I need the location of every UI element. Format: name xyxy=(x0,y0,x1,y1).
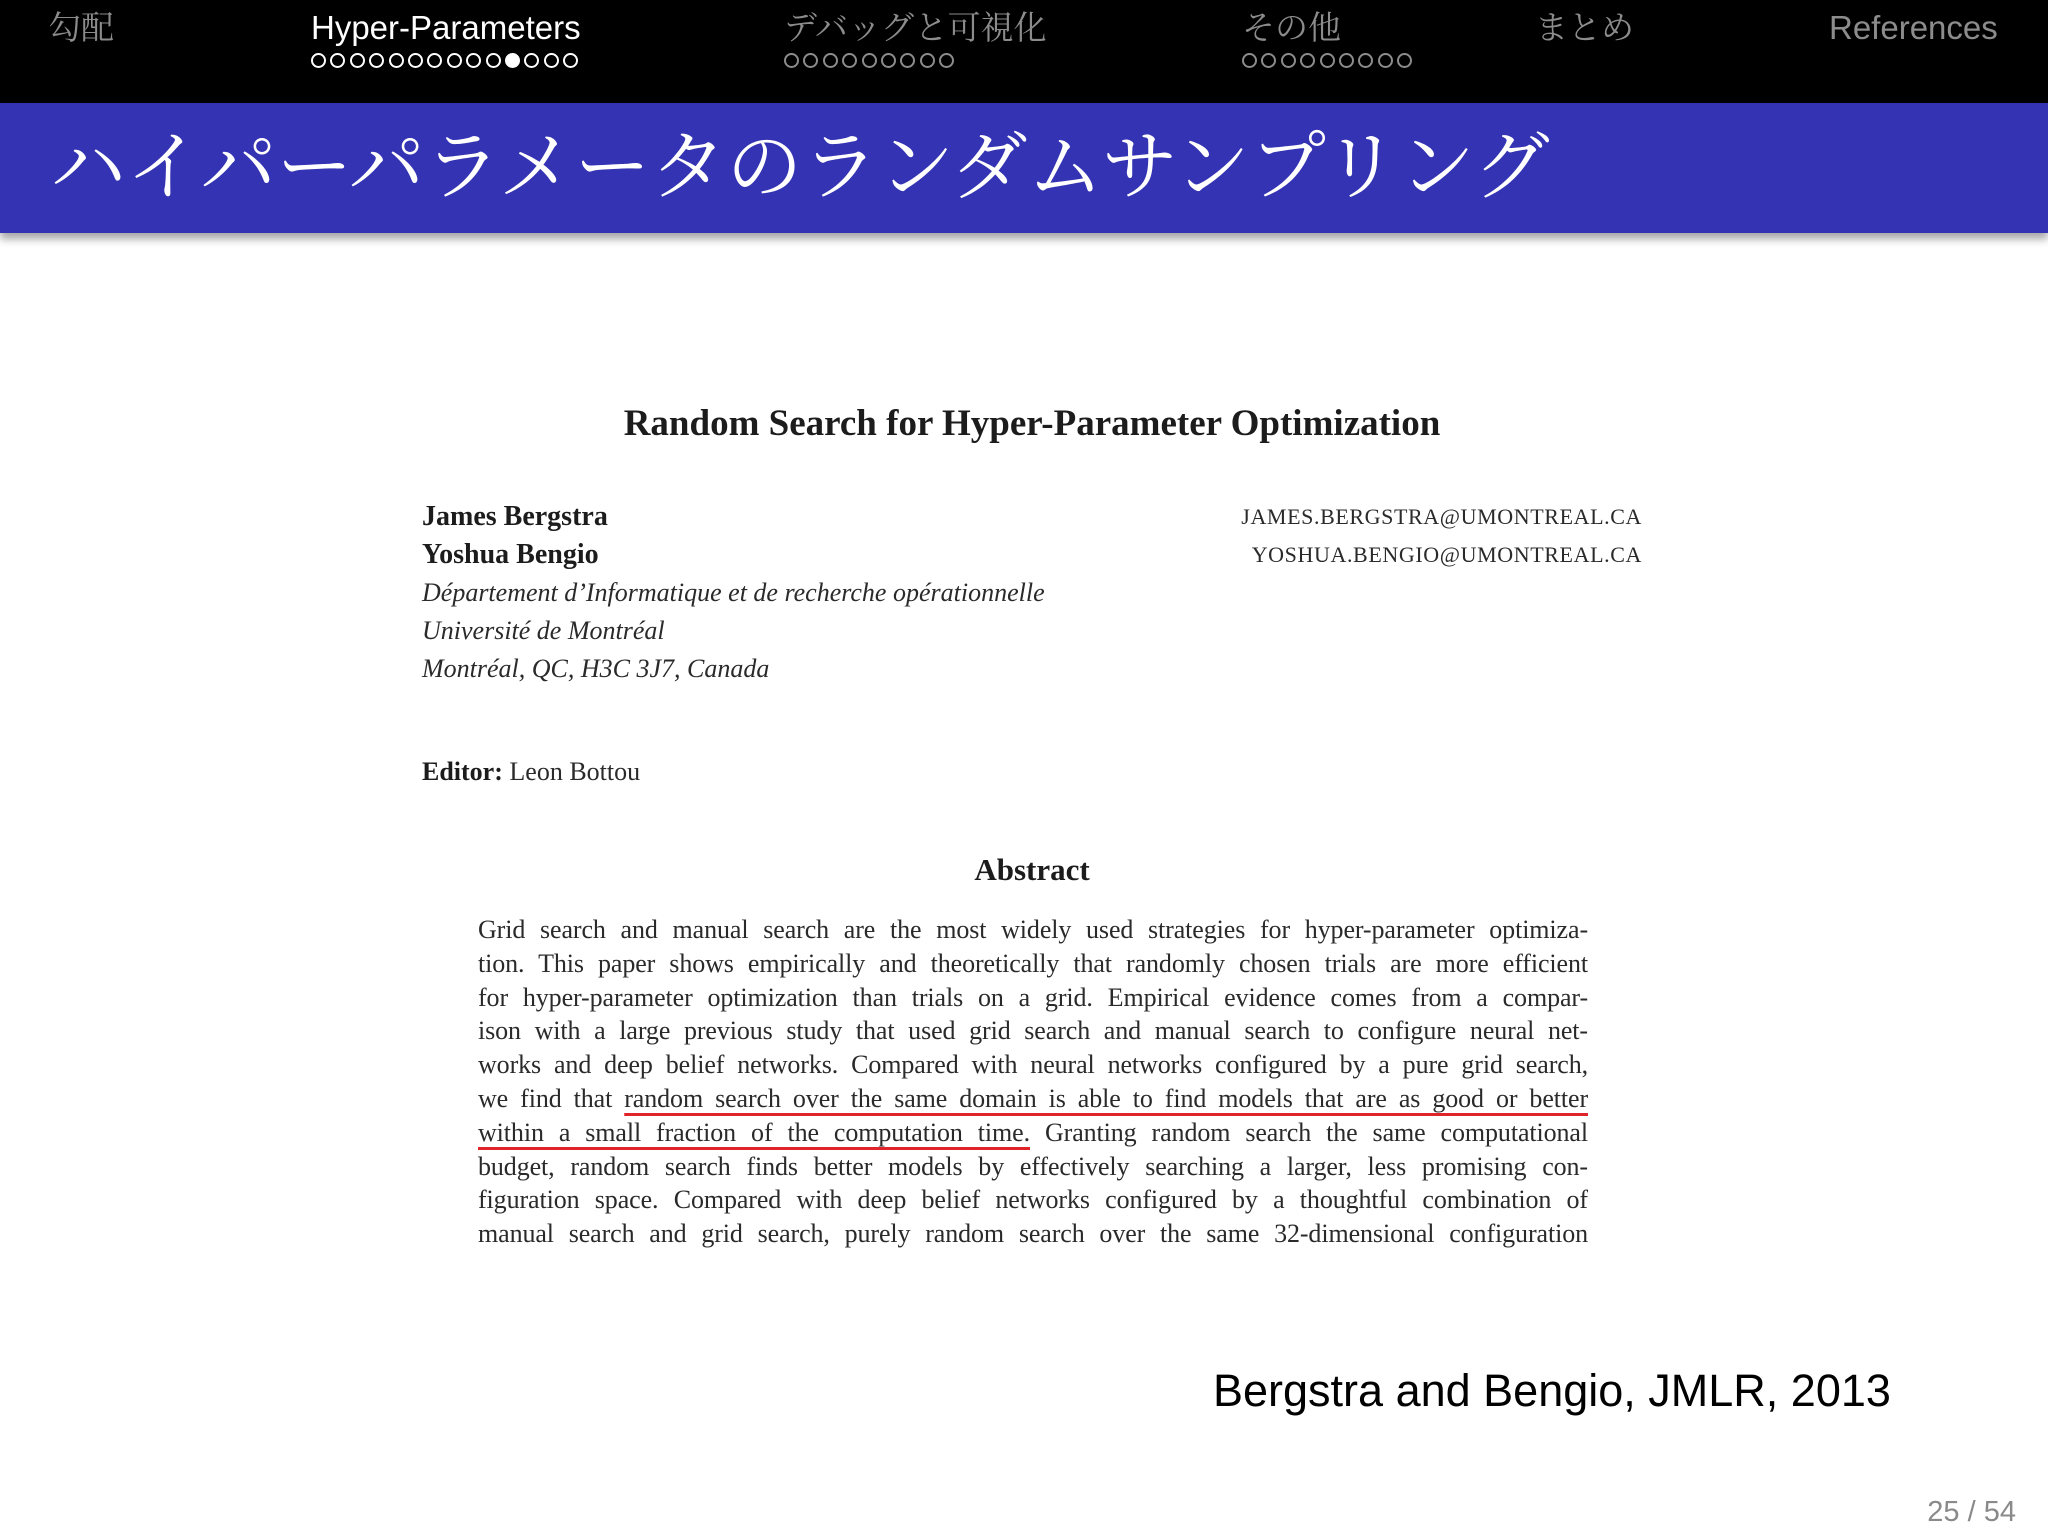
nav-dot-current[interactable] xyxy=(505,53,520,68)
nav-dot[interactable] xyxy=(1242,53,1257,68)
nav-dot[interactable] xyxy=(544,53,559,68)
nav-dot[interactable] xyxy=(920,53,935,68)
nav-dot[interactable] xyxy=(939,53,954,68)
nav-dot[interactable] xyxy=(486,53,501,68)
nav-section-label: 勾配 xyxy=(48,9,114,46)
abstract-text: tion. This paper shows empirically and theoretically that randomly chosen trials are more efficient xyxy=(478,948,1588,978)
nav-dot[interactable] xyxy=(1358,53,1373,68)
nav-dot[interactable] xyxy=(427,53,442,68)
author-name: Yoshua Bengio xyxy=(422,539,599,570)
abstract-text: for hyper-parameter optimization than trials on a grid. Empirical evidence comes from a compar- xyxy=(478,982,1588,1012)
nav-progress-dots xyxy=(311,53,582,75)
nav-section-hyper-parameters[interactable] xyxy=(311,6,582,75)
nav-dot[interactable] xyxy=(369,53,384,68)
nav-dot[interactable] xyxy=(389,53,404,68)
nav-section-label: References xyxy=(1829,9,1998,46)
abstract-text: budget, random search finds better models by effectively searching a larger, less promising con- xyxy=(478,1151,1588,1181)
paper-title: Random Search for Hyper-Parameter Optimization xyxy=(623,403,1441,444)
abstract-text: Grid search and manual search are the most widely used strategies for hyper-parameter optimiza- xyxy=(478,915,1588,944)
nav-section-debug-visualization[interactable] xyxy=(784,6,1047,75)
nav-dot[interactable] xyxy=(881,53,896,68)
nav-section-label: その他 xyxy=(1242,9,1341,46)
abstract-line xyxy=(478,1014,1588,1048)
abstract-line xyxy=(478,1048,1588,1082)
nav-progress-dots xyxy=(1242,53,1417,75)
highlighted-phrase: within a small fraction of the computation time. xyxy=(478,1117,1030,1147)
highlighted-phrase: random search over the same domain is able to find models that are as good or better xyxy=(624,1083,1589,1113)
nav-section-label: まとめ xyxy=(1535,9,1634,46)
nav-progress-dots xyxy=(48,53,114,75)
nav-dot[interactable] xyxy=(803,53,818,68)
nav-progress-dots xyxy=(784,53,1047,75)
author-name: James Bergstra xyxy=(422,501,608,532)
nav-section-gradient[interactable] xyxy=(48,6,114,75)
section-navigation-bar xyxy=(0,0,2048,103)
nav-section-summary[interactable] xyxy=(1535,6,1634,75)
nav-dot[interactable] xyxy=(1320,53,1335,68)
affiliation-department: Département d’Informatique et de recherche opérationnelle xyxy=(422,578,1045,607)
nav-dot[interactable] xyxy=(1281,53,1296,68)
citation: Bergstra and Bengio, JMLR, 2013 xyxy=(1213,1365,1891,1416)
nav-section-label: Hyper-Parameters xyxy=(311,9,581,46)
abstract-line xyxy=(478,1217,1588,1251)
slide-title: ハイパーパラメータのランダムサンプリング xyxy=(50,122,1550,211)
author-email: YOSHUA.BENGIO@UMONTREAL.CA xyxy=(1251,542,1642,567)
nav-dot[interactable] xyxy=(1339,53,1354,68)
nav-dot[interactable] xyxy=(1397,53,1412,68)
nav-dot[interactable] xyxy=(447,53,462,68)
affiliation-address: Montréal, QC, H3C 3J7, Canada xyxy=(422,654,770,683)
nav-dot[interactable] xyxy=(330,53,345,68)
abstract-line xyxy=(478,1183,1588,1217)
nav-progress-dots xyxy=(1535,53,1634,75)
nav-dot[interactable] xyxy=(823,53,838,68)
abstract-text: we find that xyxy=(478,1083,625,1113)
page-total: 54 xyxy=(1983,1496,2016,1528)
abstract-line xyxy=(478,1082,1588,1116)
nav-dot[interactable] xyxy=(466,53,481,68)
abstract-text: Granting random search the same computational xyxy=(1029,1117,1588,1147)
editor-label: Editor: xyxy=(422,757,503,786)
nav-dot[interactable] xyxy=(784,53,799,68)
editor-name: Leon Bottou xyxy=(502,757,641,786)
nav-dot[interactable] xyxy=(408,53,423,68)
abstract-text: figuration space. Compared with deep belief networks configured by a thoughtful combination of xyxy=(478,1185,1588,1215)
abstract-text: ison with a large previous study that used grid search and manual search to configure neural net- xyxy=(478,1016,1588,1046)
nav-section-references[interactable] xyxy=(1829,6,1998,75)
slide-title-band xyxy=(0,103,2048,233)
nav-dot[interactable] xyxy=(1378,53,1393,68)
nav-progress-dots xyxy=(1829,53,1998,75)
abstract-line xyxy=(478,947,1588,981)
nav-section-label: デバッグと可視化 xyxy=(784,9,1047,46)
abstract-body xyxy=(478,913,1588,1251)
nav-dot[interactable] xyxy=(563,53,578,68)
editor-line xyxy=(422,754,640,790)
nav-dot[interactable] xyxy=(524,53,539,68)
abstract-line xyxy=(478,913,1588,947)
author-email: JAMES.BERGSTRA@UMONTREAL.CA xyxy=(1241,504,1642,529)
abstract-heading: Abstract xyxy=(974,852,1090,887)
abstract-text: manual search and grid search, purely random search over the same 32-dimensional configuration xyxy=(478,1219,1588,1249)
paper-excerpt xyxy=(0,233,2048,1333)
nav-dot[interactable] xyxy=(900,53,915,68)
abstract-text: works and deep belief networks. Compared with neural networks configured by a pure grid search, xyxy=(478,1050,1588,1080)
affiliation-university: Université de Montréal xyxy=(422,616,665,645)
nav-dot[interactable] xyxy=(311,53,326,68)
abstract-line xyxy=(478,1116,1588,1150)
nav-dot[interactable] xyxy=(350,53,365,68)
nav-dot[interactable] xyxy=(862,53,877,68)
nav-section-others[interactable] xyxy=(1242,6,1417,75)
page-current: 25 xyxy=(1927,1496,1960,1528)
abstract-line xyxy=(478,981,1588,1015)
nav-dot[interactable] xyxy=(842,53,857,68)
nav-dot[interactable] xyxy=(1261,53,1276,68)
nav-dot[interactable] xyxy=(1300,53,1315,68)
abstract-line xyxy=(478,1150,1588,1184)
page-number: 25 / 54 xyxy=(1927,1496,2016,1528)
